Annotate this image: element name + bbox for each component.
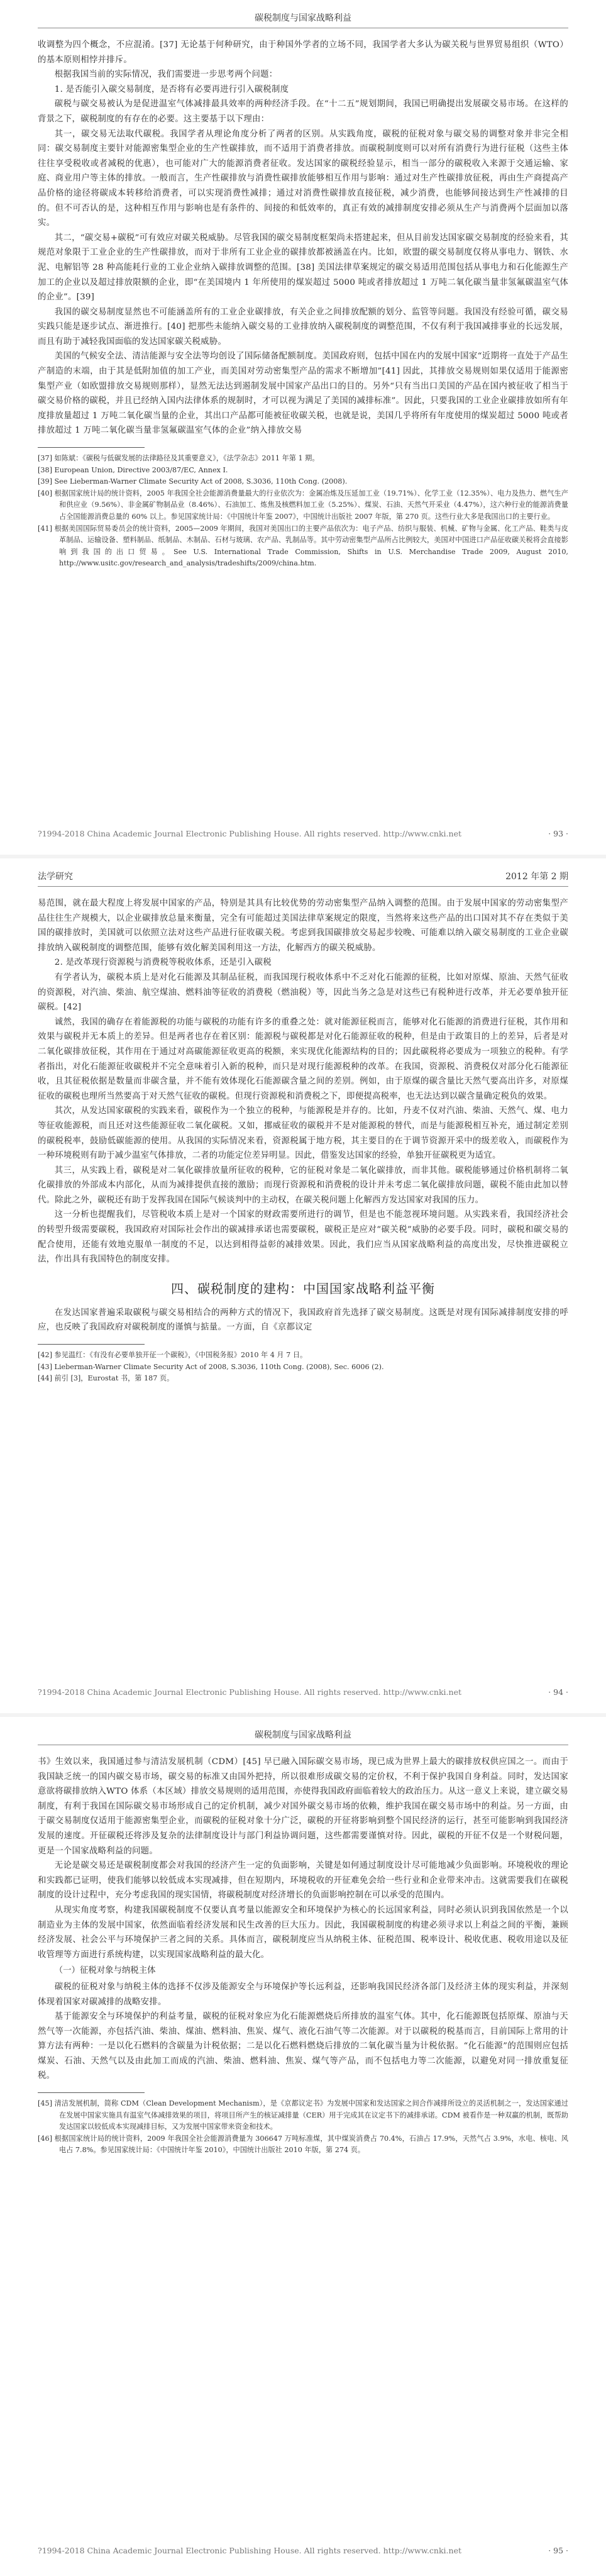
body-paragraph: 我国的碳交易制度显然也不可能涵盖所有的工业企业碳排放，有关企业之间排放配额的划分、监管等问题。我国没有经验可循，碳交易实践只能是逐步试点、渐进推行。[40] 把那些未能纳入碳交易的工业排放纳入碳税制度的调整范围，不仅有利于我国减排事业的长远发展，而且有助于减轻我国面临的发达国家碳关税威胁。 — [38, 307, 568, 347]
body-paragraph: 基于能源安全与环境保护的利益考量，碳税的征税对象应为化石能源燃烧后所排放的温室气体。其中，化石能源既包括原煤、原油与天然气等一次能源，亦包括汽油、柴油、煤油、燃料油、焦炭、煤气、液化石油气等二次能源。对于以碳税的税基而言，目前国际上常用的计算方法有两种：一是以化石燃料的含碳量为计税依据；二是以化石燃料燃烧后排放的二氧化碳当量为计税依据。“化石能源”的范围则应包括煤炭、石油、天然气以及由此加工而成的汽油、柴油、燃料油、焦炭、煤气等产品，而不包括电力等二次能源，以避免对同一排放重复征税。 — [38, 2012, 568, 2081]
body-paragraph: 碳税的征税对象与纳税主体的选择不仅涉及能源安全与环境保护等长远利益，还影响我国民经济各部门及经济主体的现实利益，并深刻体现着国家对碳减排的战略安排。 — [38, 1982, 568, 2007]
running-header — [38, 870, 568, 885]
page-body — [38, 38, 568, 570]
journal-page-94 — [0, 858, 606, 1717]
footnote: [42] 参见温红：《有没有必要单独开征一个碳税》，《中国税务报》2010 年 4 月 7 日。 — [38, 1351, 307, 1360]
numbered-heading: 2. 是改革现行资源税与消费税等税收体系，还是引入碳税 — [54, 958, 272, 968]
section-title: 四、碳税制度的建构：中国国家战略利益平衡 — [171, 1280, 435, 1296]
body-paragraph: 其三，从实践上看，碳税是对二氧化碳排放量所征收的税种，它的征税对象是二氧化碳排放，而非其他。碳税能够通过价格机制将二氧化碳排放的外部成本内部化，从而为减排提供直接的激励；而现行资源税和消费税的设计并未考虑二氧化碳排放问题，碳税不能由此加以替代。除此之外，碳税还有助于发挥我国在国际气候谈判中的主动权，在碳关税问题上化解西方发达国家对我国的压力。 — [38, 1165, 568, 1205]
footnote: [44] 前引 [3]，Eurostat 书，第 187 页。 — [38, 1374, 174, 1383]
footnote: [45] 清洁发展机制，简称 CDM（Clean Development Mechanism），是《京都议定书》为发展中国家和发达国家之间合作减排所设立的灵活机制之一，发达国家通过在发展中国家实施具有温室气体减排效果的项目，将项目所产生的核证减排量（CER）用于完成其在议定书下的减排承诺。CDM 被看作是一种双赢的机制，既帮助发达国家以较低成本实现减排目标，又为发展中国家带来资金和技术。 — [38, 2099, 568, 2131]
page-number: · 95 · — [548, 2546, 568, 2555]
page-number: · 94 · — [548, 1687, 568, 1697]
body-paragraph: 根据我国当前的实际情况，我们需要进一步思考两个问题： — [54, 70, 278, 80]
footnote-rule — [38, 447, 145, 448]
footnote-rule — [38, 1344, 145, 1345]
numbered-heading: 1. 是否能引入碳交易制度，是否将有必要再进行引入碳税制度 — [54, 84, 289, 94]
copyright-footer — [38, 1687, 568, 1697]
page-number: · 93 · — [548, 829, 568, 838]
body-paragraph: 无论是碳交易还是碳税制度都会对我国的经济产生一定的负面影响，关键是如何通过制度设计尽可能地减少负面影响。环境税收的理论和实践都已证明，使我们能够以较低成本实现减排，但在短期内，环境税收的开征难免会给一些行业和企业带来冲击。这就需要我们在碳税制度的设计过程中，充分考虑我国的现实国情，将碳税制度对经济增长的负面影响控制在可以承受的范围内。 — [38, 1861, 568, 1901]
body-paragraph: 美国的气候安全法、清洁能源与安全法等均创设了国际储备配额制度。美国政府则，包括中国在内的发展中国家“近期将一直处于产品生产制造的末端，由于其是低附加值的加工产业，而美国对劳动密集型产品的需求不断增加”[41] 因此，其排放交易规则如果仅适用于能源密集型产业（如欧盟排放交易规则那样），显然无法达到遏制发展中国家产品出口的目的。另外“只有当出口美国的产品在国内被征收了相当于碳交易价格的碳税，并且已经纳入国内法律体系的规制时，才可以视为满足了美国的减排标准”。因此，只要我国的工业企业碳排放如所有年度排放量超过 1 万吨二氧化碳当量的企业，其出口产品都可能被征收碳关税，也就是说，美国几乎将所有年度使用的煤炭超过 5000 吨或者排放超过 1 万吨二氧化碳当量非氢氟碳温室气体的企业”纳入排放交易 — [38, 352, 568, 436]
journal-name: 法学研究 — [38, 872, 73, 882]
copyright-footer — [38, 2546, 568, 2555]
body-paragraph: 收调整为四个概念，不应混淆。[37] 无论基于何种研究，由于种国外学者的立场不同，我国学者大多认为碳关税与世界贸易组织（WTO）的基本原则相悖并排斥。 — [38, 40, 568, 65]
journal-page-93 — [0, 0, 606, 858]
running-header: 碳税制度与国家战略利益 — [255, 1730, 351, 1740]
body-paragraph: 易范围，就在最大程度上将发展中国家的产品，特别是其具有比较优势的劳动密集型产品纳入调整的范围。由于发展中国家的劳动密集型产品往往生产规模大，以企业碳排放总量来衡量，完全有可能超过美国法律草案规定的限度，当然将来这些产品的出口国对其不存在类似于美国的碳排放时，美国就可以依照立法对这些产品进行征收碳关税。考虑到我国碳排放交易起步较晚、可能难以纳入碳交易制度的工业企业碳排放纳入碳税制度的调整范围，能够有效化解美国利用这一方法，化解西方的碳关税威胁。 — [38, 899, 568, 953]
body-paragraph: 其次，从发达国家碳税的实践来看，碳税作为一个独立的税种，与能源税是并存的。比如，丹麦不仅对汽油、柴油、天然气、煤、电力等征收能源税，而且还对这些能源征收二氧化碳税。又如，挪威征收的碳税并不是对能源税的替代，而是与能源税相互补充，通过制定差别的碳税税率，鼓励低碳能源的使用。从我国的实际情况来看，资源税属于地方税，其主要目的在于调节资源开采中的级差收入，而碳税作为一种环境税则有助于减少温室气体排放，二者的功能定位差异明显。因此，借鉴发达国家的经验，单独开征碳税更为适宜。 — [38, 1106, 568, 1161]
body-paragraph: 书》生效以来，我国通过参与清洁发展机制（CDM）[45] 早已融入国际碳交易市场，现已成为世界上最大的碳排放权供应国之一。而由于我国缺乏统一的国内碳交易市场，碳交易的标准又由国外把持，所以很难形成碳交易的定价权，不利于保护我国自身利益。同时，发达国家意欲将碳排放纳入WTO 体系（本区域）排放交易规则的适用范围，亦使得我国政府面临着较大的政治压力。从这一意义上来说，建立碳交易制度，有利于我国在国际碳交易市场形成自己的定价机制，减少对国外碳交易市场的依赖，维护我国在碳交易市场中的利益。另一方面，由于碳交易制度仅适用于能源密集型企业，而碳税的征税对象十分广泛，碳税的开征将影响到整个国民经济的运行，甚至可能影响到我国经济发展的速度。开征碳税还将涉及复杂的法律制度设计与部门利益协调问题，这些都需要谨慎对待。因此，碳税的开征不仅是一个财税问题，更是一个国家战略利益的问题。 — [38, 1757, 568, 1856]
running-header: 碳税制度与国家战略利益 — [255, 13, 351, 23]
footnote: [41] 根据美国国际贸易委员会的统计资料，2005—2009 年期间，我国对美国出口的主要产品依次为：电子产品、纺织与服装、机械、矿物与金属、化工产品、鞋类与皮革制品、运输设备、塑料制品、纸制品、木制品、石材与玻璃、农产品、乳制品等。其中劳动密集型产品所占比例较大，美国对中国进口产品征收碳关税将会直接影响到我国的出口贸易。See U.S. International Trade Commission, Shifts in U.S. Merchandise Trade 2009, August 2010, http://www.usitc.gov/research_and_analysis/tradeshifts/2009/china.htm. — [38, 524, 568, 568]
copyright-text: ?1994-2018 China Academic Journal Electronic Publishing House. All rights reserved. http://www.cnki.net — [38, 2546, 461, 2555]
subsection-heading: （一）征税对象与纳税主体 — [54, 1966, 156, 1976]
footnote: [43] Lieberman-Warner Climate Security Act of 2008, S.3036, 110th Cong. (2008), Sec. 6006 (2). — [38, 1362, 384, 1371]
footnote: [40] 根据国家统计局的统计资料，2005 年我国全社会能源消费量最大的行业依次为：金属冶炼及压延加工业（19.71%）、化学工业（12.35%）、电力及热力、燃气生产和供应业（9.56%）、非金属矿物制品业（8.46%）、石油加工、炼焦及核燃料加工业（5.25%）、煤炭、石油、天然气开采业（4.47%），这六种行业的能源消费量占全国能源消费总量的 60% 以上。参见国家统计局：《中国统计年鉴 2007》，中国统计出版社 2007 年版，第 270 页。这些行业大多是我国出口的主要行业。 — [38, 489, 568, 521]
footnote: [38] European Union, Directive 2003/87/EC, Annex I. — [38, 465, 228, 474]
body-paragraph: 碳税与碳交易被认为是促进温室气体减排最具效率的两种经济手段。在“十二五”规划期间，我国已明确提出发展碳交易市场。在这样的背景之下，碳税制度的有存在的必要。这主要基于以下理由： — [38, 99, 568, 124]
page-body — [38, 1755, 568, 2157]
header-rule — [38, 886, 568, 887]
issue-label: 2012 年第 2 期 — [505, 872, 568, 882]
page-body — [38, 896, 568, 1385]
body-paragraph: 其二，“碳交易+碳税”可有效应对碳关税威胁。尽管我国的碳交易制度框架尚未搭建起来，但从目前发达国家碳交易制度的经验来看，其规范对象限于工业企业的生产性碳排放，而对于非所有工业企业的碳排放都被涵盖在内。比如，欧盟的碳交易制度仅将从事电力、钢铁、水泥、电解铝等 28 种高能耗行业的工业企业纳入碳排放调整的范围。[38] 美国法律草案规定的碳交易适用范围包括从事电力和石化能源生产加工的企业以及超过排放限额的企业，即“在美国境内 1 年所使用的煤炭超过 5000 吨或者排放超过 1 万吨二氧化碳当量非氢氟碳温室气体的企业”。[39] — [38, 233, 568, 303]
copyright-text: ?1994-2018 China Academic Journal Electronic Publishing House. All rights reserved. http://www.cnki.net — [38, 829, 461, 838]
body-paragraph: 有学者认为，碳税本质上是对化石能源及其制品征税，而我国现行税收体系中不乏对化石能源的征税，比如对原煤、原油、天然气征收的资源税，对汽油、柴油、航空煤油、燃料油等征收的消费税（燃油税）等，因此当务之急是对这些已有税种进行改革，并无必要单独开征碳税。[42] — [38, 972, 568, 1013]
body-paragraph: 在发达国家普遍采取碳税与碳交易相结合的两种方式的情况下，我国政府首先选择了碳交易制度。这既是对现有国际减排制度安排的呼应，也反映了我国政府对碳税制度的谨慎与掂量。一方面，自《京都议定 — [38, 1307, 568, 1333]
journal-page-95 — [0, 1717, 606, 2575]
footnote: [37] 如陈斌：《碳税与低碳发展的法律路径及其重要意义》，《法学杂志》2011 年第 1 期。 — [38, 454, 319, 463]
copyright-text: ?1994-2018 China Academic Journal Electronic Publishing House. All rights reserved. http://www.cnki.net — [38, 1687, 461, 1697]
body-paragraph: 从现实角度考察，构建我国碳税制度不仅要认真考量以能源安全和环境保护为核心的长远国家利益，同时必须认识到我国依然是一个以制造业为主体的发展中国家，依然面临着经济发展和民生改善的巨大压力。因此，我国碳税制度的构建必须寻求以上利益之间的平衡，兼顾经济发展、社会公平与环境保护三者之间的关系。具体而言，碳税制度应当从纳税主体、征税范围、税率设计、税收优惠、税收用途以及征收管理等方面进行系统构建，以实现国家战略利益的最大化。 — [38, 1905, 568, 1960]
body-paragraph: 其一，碳交易无法取代碳税。我国学者从理论角度分析了两者的区别。从实践角度，碳税的征税对象与碳交易的调整对象并非完全相同：碳交易制度主要针对能源密集型企业的生产性碳排放，而不适用于消费者排放。而碳税制度则可以对所有消费行为进行征税（这些主体往往享受税收或者减税的优惠），也可能对广大的能源消费者征收。发达国家的碳税经验显示，相当一部分的碳税收入来源于交通运输、家庭、商业用户等主体的排放。一般而言，生产性碳排放与消费性碳排放能够相互作用与影响：通过对生产性碳排放征税，再由生产商提高产品价格的途径将碳成本转移给消费者，可以实现消费性减排；通过对消费性碳排放直接征税，减少消费，也能够间接达到生产性减排的目的。但不可否认的是，这种相互作用与影响也是有条件的、间接的和低效率的，真正有效的减排制度安排必须从生产与消费两个层面加以落实。 — [38, 129, 568, 228]
footnote: [39] See Lieberman-Warner Climate Security Act of 2008, S.3036, 110th Cong. (2008). — [38, 477, 348, 486]
body-paragraph: 诚然，我国的确存在着能源税的功能与碳税的功能有许多的重叠之处：就对能源征税而言，能够对化石能源的消费进行征税，其作用和效果与碳税并无本质上的差异。但是两者也存在着区别：能源税与碳税都是对化石能源征收的税种，但是由于政策目的上的差异，后者是对二氧化碳排放征税，其作用在于通过对高碳能源征收更高的税额，来实现优化能源结构的目的；因此碳税将必要成为一项独立的税种。有学者指出，对化石能源征收碳税并不完全意味着引入新的税种，而只是对现行能源税种的改革。在我国，资源税、消费税仅对部分化石能源征收，且其征税依据是数量而非碳含量，并不能有效体现化石能源碳含量之间的差别。例如，由于原煤的碳含量比天然气要高出许多，对原煤征收的碳税也理所当然要高于对天然气征收的碳税。但现行资源税和消费税之下，即便提高税率，也无法达到以碳含量确定税负的效果。 — [38, 1017, 568, 1101]
body-paragraph: 这一分析也提醒我们，尽管税收本质上是对一个国家的财政需要所进行的调节，但是也不能忽视环境问题。从实践来看，我国经济社会的转型升级需要碳税，我国政府对国际社会作出的碳减排承诺也需要碳税，碳税正是应对“碳关税”威胁的必要手段。同时，碳税和碳交易的配合使用，还能有效地克服单一制度的不足，以达到相得益彰的减排效果。因此，我们应当从国家战略利益的高度出发，尽快推进碳税立法，作出具有我国特色的制度安排。 — [38, 1210, 568, 1265]
copyright-footer — [38, 829, 568, 838]
footnote-rule — [38, 2092, 145, 2093]
footnote: [46] 根据国家统计局的统计资料，2009 年我国全社会能源消费量为 306647 万吨标准煤，其中煤炭消费占 70.4%，石油占 17.9%，天然气占 3.9%，水电、核电、风电占 7.8%。参见国家统计局：《中国统计年鉴 2010》，中国统计出版社 2010 年版，第 274 页。 — [38, 2134, 568, 2155]
